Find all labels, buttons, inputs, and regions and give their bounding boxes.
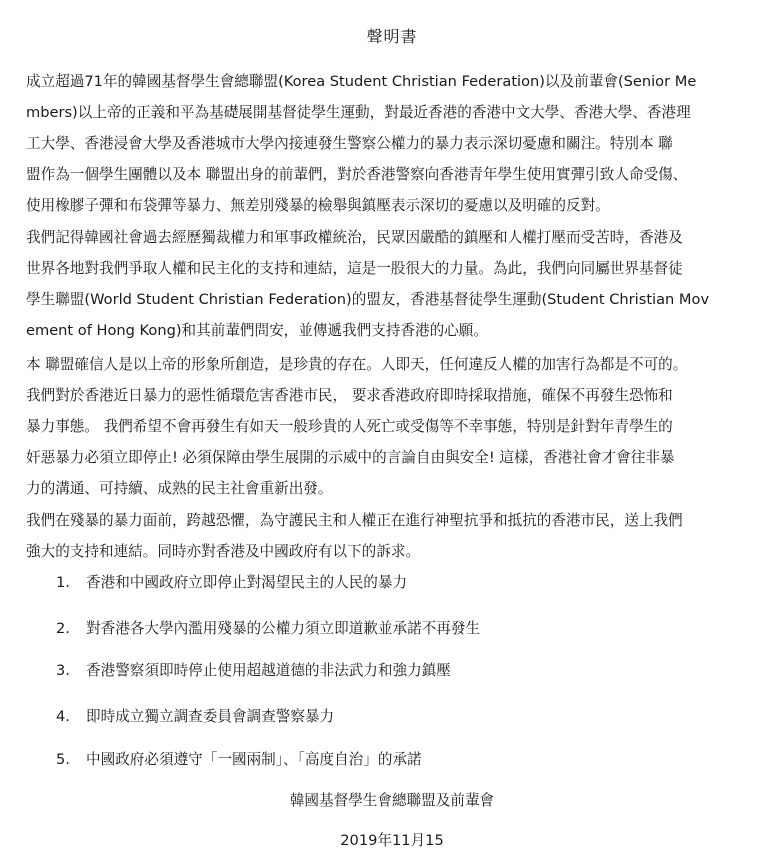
paragraph-line: 盟作為一個學生團體以及本 聯盟出身的前輩們，對於香港警察向香港青年學生使用實彈引致人命受傷、 [26,166,688,183]
paragraph-line: 工大學、香港浸會大學及香港城市大學內接連發生警察公權力的暴力表示深切憂慮和關注。特別本 聯 [26,135,673,152]
paragraph-line: 奸惡暴力必須立即停止! 必須保障由學生展開的示威中的言論自由與安全! 這樣，香港社會才會往非暴 [26,449,675,466]
demand-text: 即時成立獨立調查委員會調查警察暴力 [86,708,335,725]
demand-text: 中國政府必須遵守「一國兩制」、「高度自治」的承諾 [86,751,422,768]
paragraph-line: 世界各地對我們爭取人權和民主化的支持和連結，這是一股很大的力量。為此，我們向同屬世界基督徒 [26,260,683,277]
demand-number: 3. [56,662,70,679]
demand-text: 香港警察須即時停止使用超越道德的非法武力和強力鎮壓 [86,662,451,679]
demand-number: 2. [56,620,70,637]
paragraph-line: 成立超過71年的韓國基督學生會總聯盟(Korea Student Christian Federation)以及前輩會(Senior Me [26,73,697,90]
demand-number: 4. [56,708,70,725]
paragraph-line: 我們對於香港近日暴力的惡性循環危害香港市民， 要求香港政府即時採取措施，確保不再發生恐怖和 [26,387,673,404]
signature: 韓國基督學生會總聯盟及前輩會 [289,792,495,809]
demand-item [0,660,784,682]
demand-text: 對香港各大學內濫用殘暴的公權力須立即道歉並承諾不再發生 [86,620,481,637]
paragraph-line: mbers)以上帝的正義和平為基礎展開基督徒學生運動，對最近香港的香港中文大學、香港大學、香港理 [26,104,691,121]
demand-text: 香港和中國政府立即停止對渴望民主的人民的暴力 [86,574,408,591]
paragraph-line: 力的溝通、可持續、成熟的民主社會重新出發。 [26,480,333,497]
paragraph-conviction [26,349,771,504]
document-title: 聲明書 [366,27,418,46]
paragraph-line: 我們記得韓國社會過去經歷獨裁權力和軍事政權統治，民眾因嚴酷的鎮壓和人權打壓而受苦時，香港及 [26,229,683,246]
demand-number: 1. [56,574,70,591]
document-date: 2019年11月15 [340,832,444,849]
paragraph-line: 本 聯盟確信人是以上帝的形象所創造，是珍貴的存在。人即天，任何違反人權的加害行為都是不可的。 [26,356,688,373]
demand-item [0,572,784,594]
demand-item [0,706,784,728]
paragraph-support [26,505,771,567]
demand-number: 5. [56,751,70,768]
paragraph-history [26,222,771,346]
paragraph-line: 暴力事態。 我們希望不會再發生有如天一般珍貴的人死亡或受傷等不幸事態，特別是針對年青學生的 [26,418,673,435]
demand-item [0,749,784,771]
demand-item [0,618,784,640]
paragraph-intro [26,66,771,221]
paragraph-line: 學生聯盟(World Student Christian Federation)的盟友，香港基督徒學生運動(Student Christian Mov [26,291,710,308]
paragraph-line: ement of Hong Kong)和其前輩們問安，並傳遞我們支持香港的心願。 [26,322,488,339]
paragraph-line: 使用橡膠子彈和布袋彈等暴力、無差別殘暴的檢舉與鎮壓表示深切的憂慮以及明確的反對。 [26,197,610,214]
paragraph-line: 強大的支持和連結。同時亦對香港及中國政府有以下的訴求。 [26,543,421,560]
paragraph-line: 我們在殘暴的暴力面前，跨越恐懼，為守護民主和人權正在進行神聖抗爭和抵抗的香港市民，送上我們 [26,512,683,529]
